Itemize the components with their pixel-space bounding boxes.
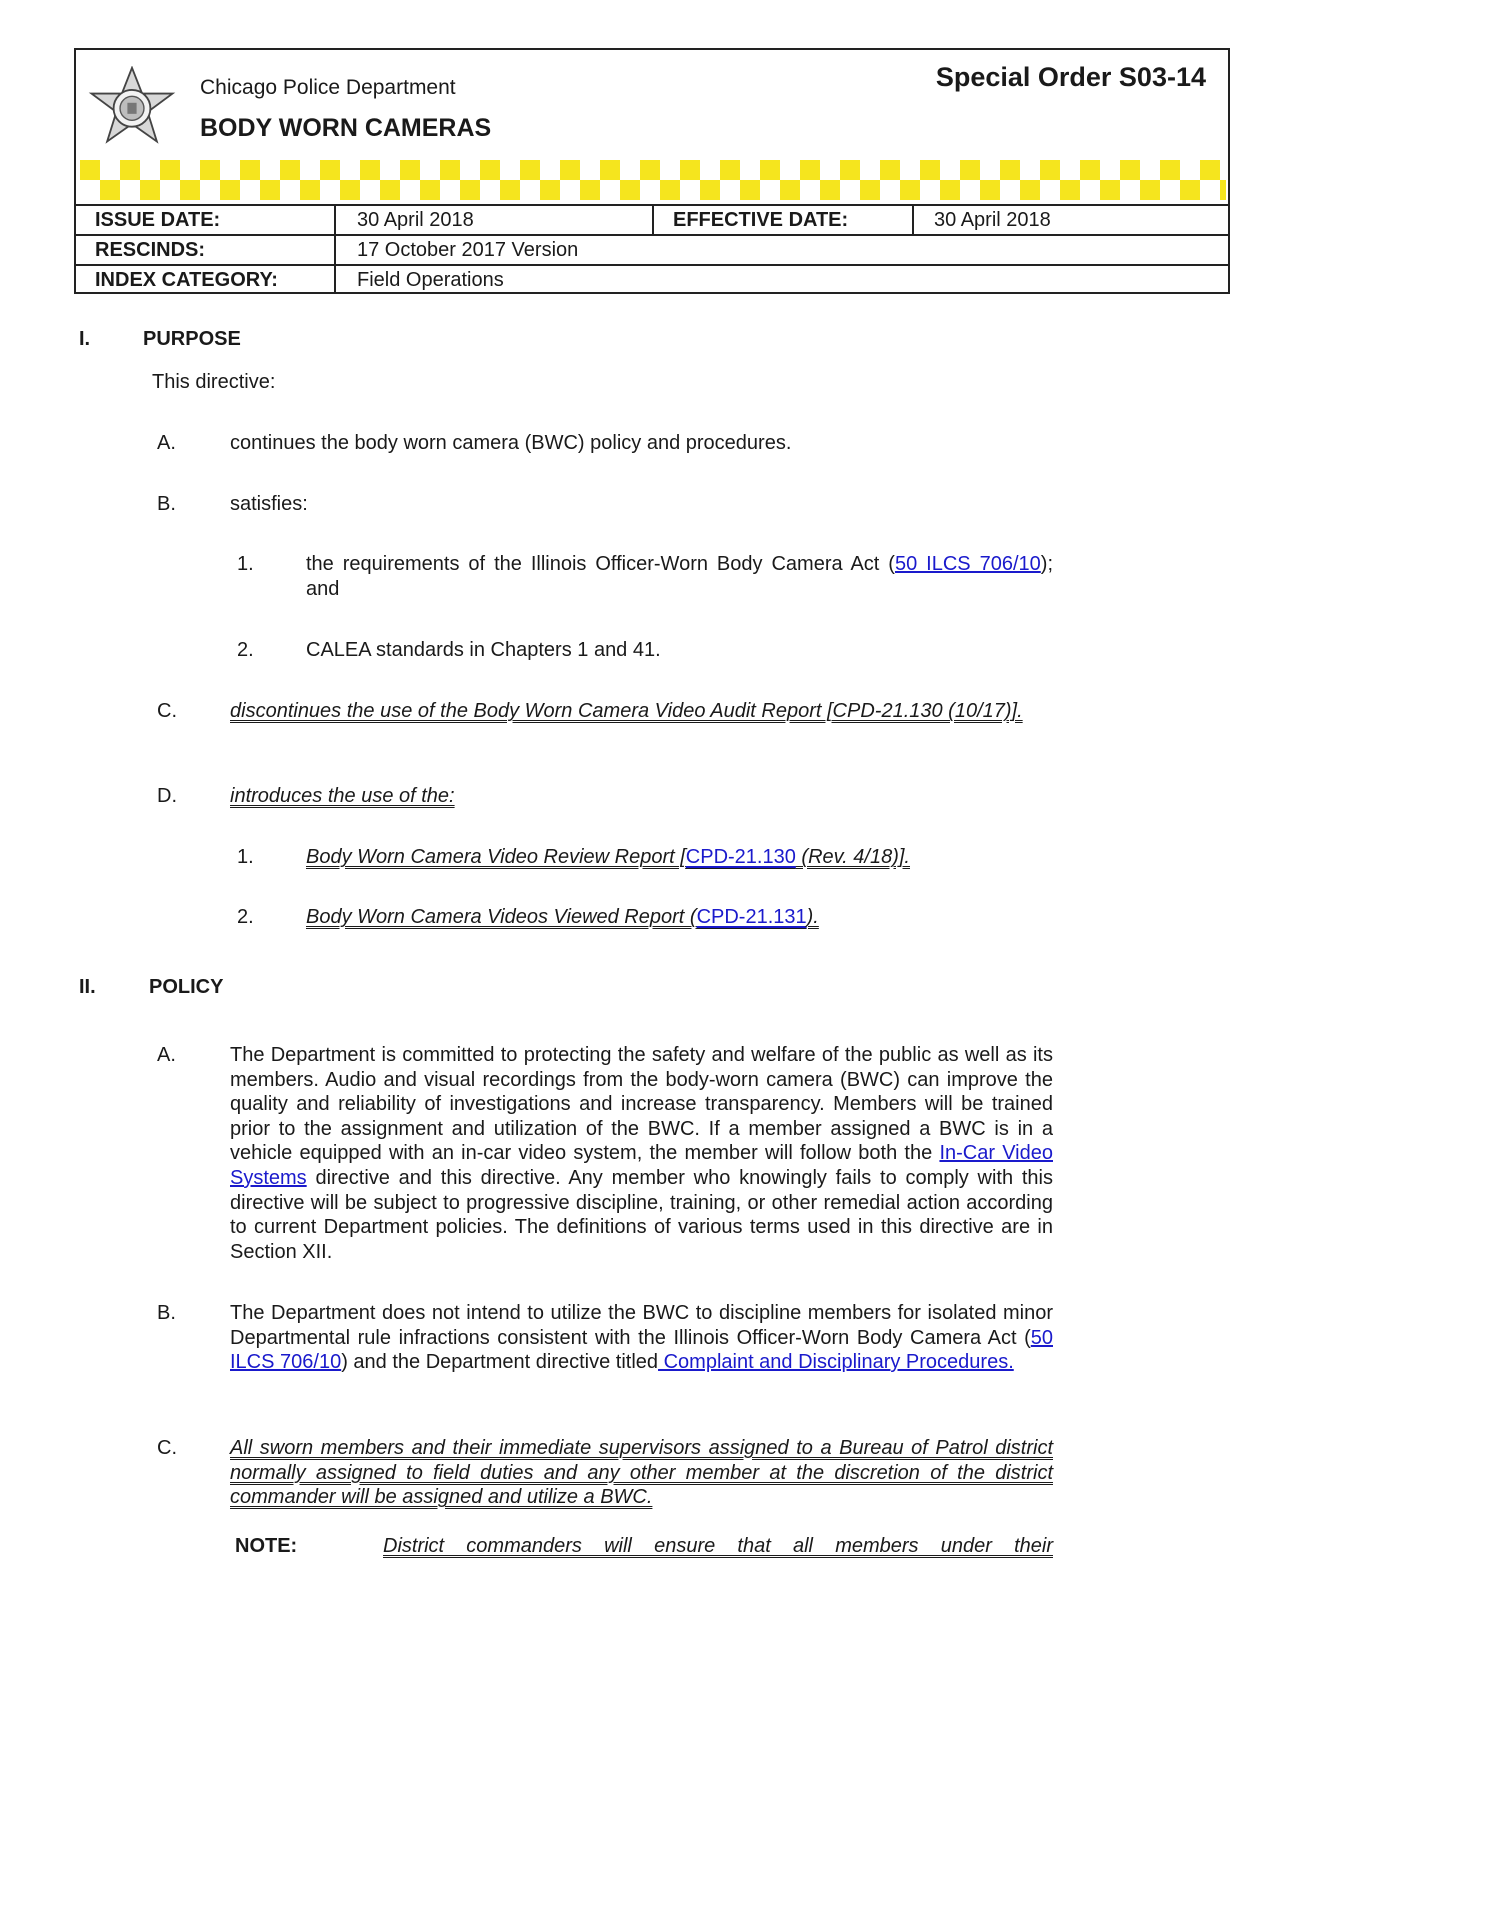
purpose-d-text: introduces the use of the: xyxy=(230,785,455,807)
grid-rule xyxy=(334,204,336,294)
grid-rule xyxy=(74,264,1230,266)
department-name: Chicago Police Department xyxy=(200,76,456,99)
section-1-numeral: I. xyxy=(79,328,91,350)
item-marker: A. xyxy=(157,1044,176,1066)
note-text: District commanders will ensure that all members under their xyxy=(383,1535,1053,1557)
rescinds-value: 17 October 2017 Version xyxy=(357,239,579,261)
text-run: The Department does not intend to utilize the BWC to discipline members for isolated minor Departmental rule infractions consistent with the Illinois Officer-Worn Body Camera Act ( xyxy=(230,1302,1053,1349)
policy-c-text: All sworn members and their immediate supervisors assigned to a Bureau of Patrol district normally assigned to field duties and any other member at the discretion of the district commander will be assigned and utilize a BWC. xyxy=(230,1437,1053,1509)
policy-b-text xyxy=(230,1301,1053,1375)
section-2-heading: POLICY xyxy=(149,976,224,998)
police-star-badge-icon xyxy=(86,66,178,158)
section-2-numeral: II. xyxy=(79,976,96,998)
item-marker: 1. xyxy=(237,553,254,575)
item-marker: 1. xyxy=(237,846,254,868)
ilcs-link[interactable]: 50 ILCS 706/10 xyxy=(230,1326,1053,1374)
index-category-label: INDEX CATEGORY: xyxy=(95,269,278,291)
policy-a-text xyxy=(230,1043,1053,1264)
order-number: Special Order S03-14 xyxy=(935,62,1206,92)
section-1-heading: PURPOSE xyxy=(143,328,241,350)
text-run: directive and this directive. Any member who knowingly fails to comply with this directive will be subject to progressive discipline, training, or other remedial action according to current Department policies. The definitions of various terms used in this directive are in Section XII. xyxy=(230,1166,1053,1263)
text-run: the requirements of the Illinois Officer-Worn Body Camera Act ( xyxy=(306,553,895,575)
purpose-d2-text xyxy=(306,905,819,930)
index-category-value: Field Operations xyxy=(357,269,504,291)
in-car-video-link[interactable]: In-Car Video Systems xyxy=(230,1142,1053,1189)
item-marker: C. xyxy=(157,1437,177,1459)
purpose-a-text: continues the body worn camera (BWC) policy and procedures. xyxy=(230,432,792,454)
checkered-band xyxy=(80,160,1226,200)
section-1-intro: This directive: xyxy=(152,371,276,393)
item-marker: B. xyxy=(157,1302,176,1324)
effective-date-label: EFFECTIVE DATE: xyxy=(673,209,849,231)
item-marker: 2. xyxy=(237,906,254,928)
text-run: (Rev. 4/18)]. xyxy=(795,846,910,868)
item-marker: B. xyxy=(157,493,176,515)
text-run: ) and the Department directive titled xyxy=(341,1351,659,1374)
item-marker: D. xyxy=(157,785,177,807)
text-run: Body Worn Camera Video Review Report [ xyxy=(306,846,686,868)
grid-rule xyxy=(652,204,654,236)
purpose-c-text: discontinues the use of the Body Worn Camera Video Audit Report [CPD-21.130 (10/17)]. xyxy=(230,700,1023,722)
purpose-b1-text xyxy=(306,552,1053,601)
rescinds-label: RESCINDS: xyxy=(95,239,206,261)
purpose-b2-text: CALEA standards in Chapters 1 and 41. xyxy=(306,639,661,661)
grid-rule xyxy=(912,204,914,236)
issue-date-value: 30 April 2018 xyxy=(357,209,474,231)
ilcs-link[interactable]: 50 ILCS 706/10 xyxy=(894,553,1041,575)
document-title: BODY WORN CAMERAS xyxy=(200,114,492,142)
item-marker: C. xyxy=(157,700,177,722)
note-label: NOTE: xyxy=(235,1535,298,1557)
effective-date-value: 30 April 2018 xyxy=(934,209,1051,231)
item-marker: A. xyxy=(157,432,176,454)
issue-date-label: ISSUE DATE: xyxy=(95,209,221,231)
cpd-21-130-link[interactable]: CPD-21.130 xyxy=(685,846,796,868)
text-run: ); and xyxy=(306,553,1053,600)
complaint-procedures-link[interactable]: Complaint and Disciplinary Procedures. xyxy=(658,1351,1014,1374)
text-run: ). xyxy=(806,906,819,928)
cpd-21-131-link[interactable]: CPD-21.131 xyxy=(696,906,807,928)
purpose-b-text: satisfies: xyxy=(230,493,308,515)
text-run: Body Worn Camera Videos Viewed Report ( xyxy=(306,906,697,928)
item-marker: 2. xyxy=(237,639,254,661)
purpose-d1-text xyxy=(306,845,910,870)
text-run: The Department is committed to protecting the safety and welfare of the public as well as its members. Audio and visual recordings from the body-worn camera (BWC) can improve the quality and reliability of investigations and increase transparency. Members will be trained prior to the assignment and utilization of the BWC. If a member assigned a BWC is in a vehicle equipped with an in-car video system, the member will follow both the xyxy=(230,1044,1053,1165)
